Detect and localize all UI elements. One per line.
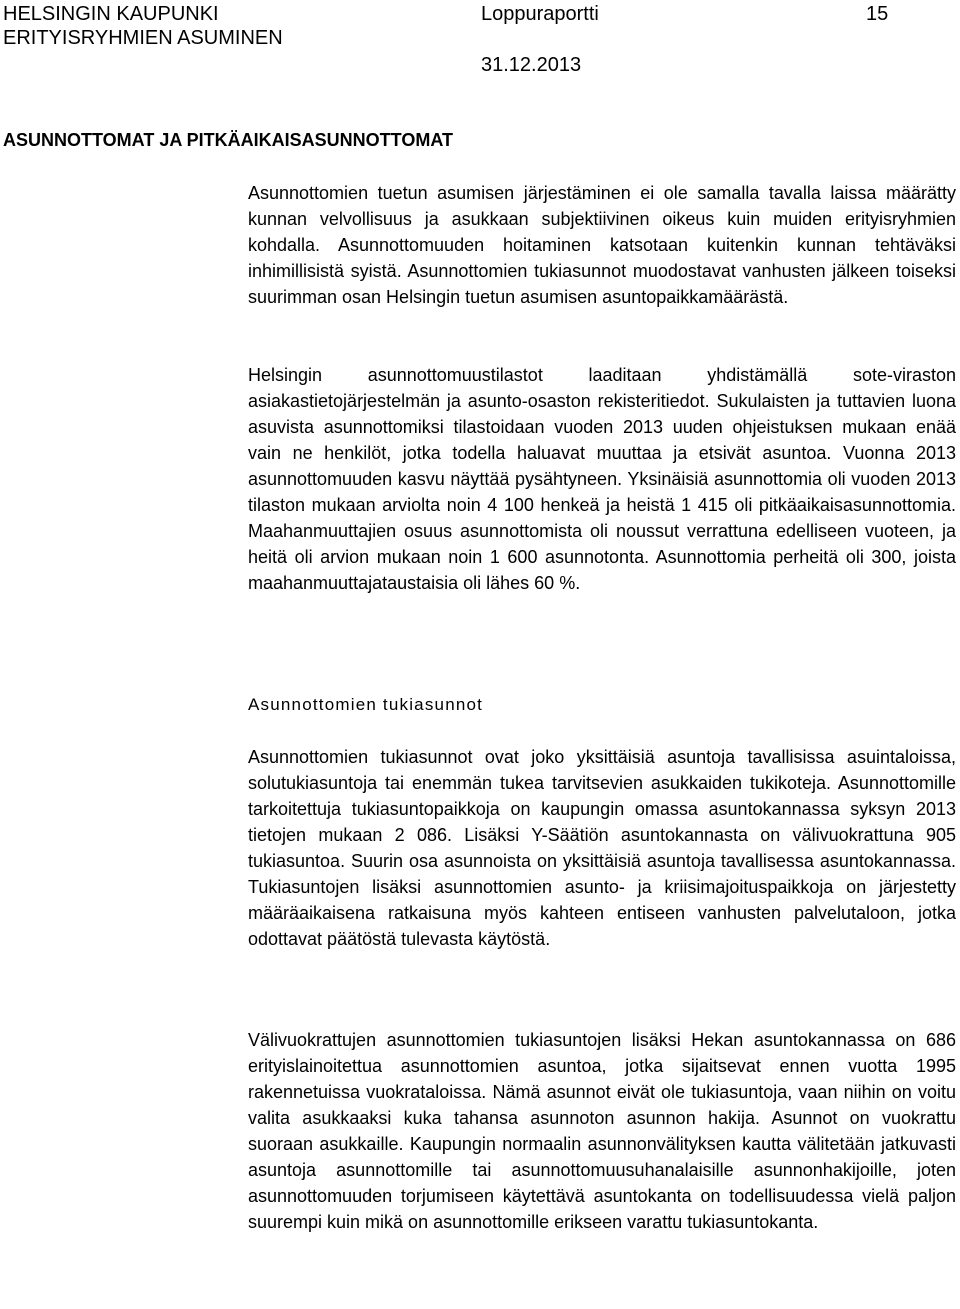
paragraph-homeless-statistics: Helsingin asunnottomuustilastot laaditaan yhdistämällä sote-viraston asiakastietojärjestelmän ja asunto-osaston rekisteritiedot. Sukulaisten ja tuttavien luona asuvista asunnottomiksi tilastoidaan vuoden 2013 uuden ohjeistuksen mukaan enää vain ne henkilöt, jotka todella haluavat muuttaa ja etsivät asuntoa. Vuonna 2013 asunnottomuuden kasvu näyttää pysähtyneen. Yksinäisiä asunnottomia oli vuoden 2013 tilaston mukaan arviolta noin 4 100 henkeä ja heistä 1 415 oli pitkäaikaisasunnottomia. Maahanmuuttajien osuus asunnottomista oli noussut verrattuna edelliseen vuoteen, ja heitä oli arvion mukaan noin 1 600 asunnotonta. Asunnottomia perheitä oli 300, joista maahanmuuttajataustaisia oli lähes 60 %. xyxy=(248,365,956,593)
page-header xyxy=(0,0,960,80)
section-heading: ASUNNOTTOMAT JA PITKÄAIKAISASUNNOTTOMAT xyxy=(3,130,453,150)
department-name: ERITYISRYHMIEN ASUMINEN xyxy=(3,27,283,49)
paragraph-homeless-housing-intro: Asunnottomien tuetun asumisen järjestäminen ei ole samalla tavalla laissa määrätty kunnan velvollisuus ja asukkaan subjektiivinen oikeus kuin muiden erityisryhmien kohdalla. Asunnottomuuden hoitaminen katsotaan kuitenkin kunnan tehtäväksi inhimillisistä syistä. Asunnottomien tukiasunnot muodostavat vanhusten jälkeen toiseksi suurimman osan Helsingin tuetun asumisen asuntopaikkamäärästä. xyxy=(248,183,956,307)
organization-name: HELSINGIN KAUPUNKI xyxy=(3,3,219,25)
document-title: Loppuraportti xyxy=(481,3,599,25)
subsection-heading: Asunnottomien tukiasunnot xyxy=(248,695,484,714)
document-date: 31.12.2013 xyxy=(481,54,582,76)
page-number: 15 xyxy=(866,3,889,25)
paragraph-supported-housing: Asunnottomien tukiasunnot ovat joko yksittäisiä asuntoja tavallisissa asuintaloissa, solutukiasuntoja tai enemmän tukea tarvitsevien asukkaiden tukikoteja. Asunnottomille tarkoitettuja tukiasuntopaikkoja on kaupungin omassa asuntokannassa syksyn 2013 tietojen mukaan 2 086. Lisäksi Y-Säätiön asuntokannasta on välivuokrattuna 905 tukiasuntoa. Suurin osa asunnoista on yksittäisiä asuntoja tavallisessa asuntokannassa. Tukiasuntojen lisäksi asunnottomien asunto- ja kriisimajoituspaikkoja on järjestetty määräaikaisena ratkaisuna myös kahteen entiseen vanhusten palvelutaloon, jotka odottavat päätöstä tulevasta käytöstä. xyxy=(248,747,956,949)
paragraph-sublet-housing: Välivuokrattujen asunnottomien tukiasuntojen lisäksi Hekan asuntokannassa on 686 erityislainoitettua asunnottomien asuntoa, jotka sijaitsevat ennen vuotta 1995 rakennetuissa vuokrataloissa. Nämä asunnot eivät ole tukiasuntoja, vaan niihin on voitu valita asukkaaksi kuka tahansa asunnoton asunnon hakija. Asunnot on vuokrattu suoraan asukkaille. Kaupungin normaalin asunnonvälityksen kautta välitetään jatkuvasti asuntoja asunnottomille tai asunnottomuusuhanalaisille asunnonhakijoille, joten asunnottomuuden torjumiseen käytettävä asuntokanta on todellisuudessa vielä paljon suurempi kuin mikä on asunnottomille erikseen varattu tukiasuntokanta. xyxy=(248,1030,956,1232)
